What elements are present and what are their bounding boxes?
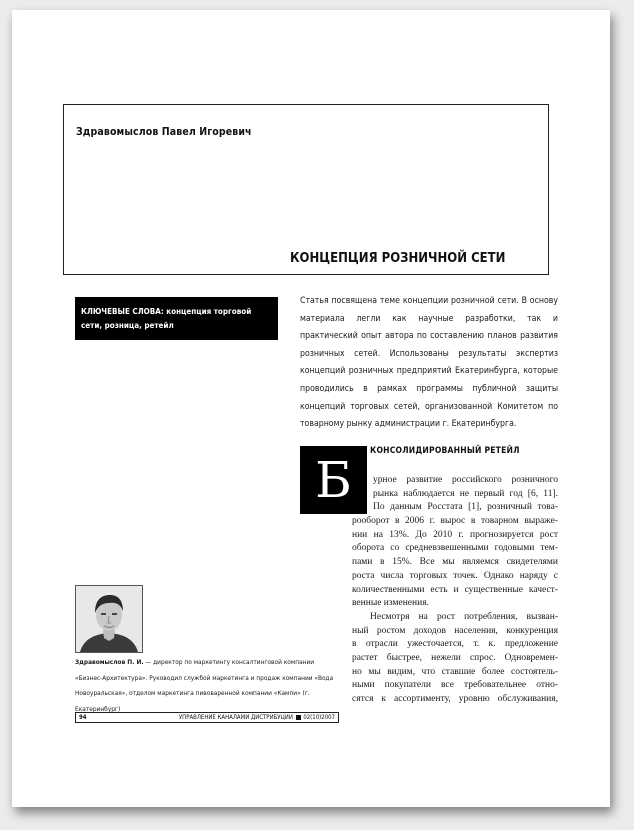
body-line: Несмотря на рост потребления, вызван- — [370, 611, 558, 622]
body-line: сятся к ассортименту, уровню обслуживания, — [352, 694, 558, 704]
portrait-image — [76, 586, 142, 652]
body-line: венные изменения. — [352, 598, 429, 609]
drop-cap: Б — [300, 446, 367, 514]
body-line: оборота со средневзвешенными годовыми тем- — [352, 543, 558, 554]
issue-number: 02(10)2007 — [303, 714, 335, 721]
body-line: урное развитие российского розничного — [373, 475, 558, 485]
body-line: растет быстрее, нежели спрос. Одновремен- — [352, 652, 558, 663]
body-line: но мы видим, что ставшие более состоятель- — [352, 666, 558, 677]
body-line: ный ростом доходов населения, конкуренция — [352, 625, 558, 636]
bio-text: — директор по маркетингу консалтинговой компании «Бизнес-Архитектура». Руководил службой маркетинга и продаж компании «Вода Новоуральская», отделом маркетинга пивоваренной компании «Кампи» (г. Екатеринбург) — [75, 658, 334, 713]
footer-magazine — [179, 713, 335, 722]
keywords-box — [75, 297, 278, 340]
square-bullet-icon — [296, 715, 301, 720]
body-line: ными покупатели все требовательнее отно- — [352, 680, 558, 691]
body-line: рооборот в 2006 г. вырос в товарном выраже- — [352, 516, 558, 527]
author-bio — [75, 655, 337, 717]
abstract: Статья посвящена теме концепции розничной сети. В основу материала легли как научные разработки, так и практический опыт автора по составлению планов развития розничных сетей. Использованы результаты экспертиз концепций розничных предприятий Екатеринбурга, которые проводились в рамках программы публичной защиты концепций торговых сетей, организованной Комитетом по товарному рынку администрации г. Екатеринбурга. — [300, 296, 558, 430]
body-line: нии на 13%. До 2010 г. прогнозируется рост — [352, 529, 558, 540]
page-footer — [75, 712, 339, 723]
body-line: в отрасли ужесточается, т. к. предложение — [352, 639, 558, 650]
keywords-label: КЛЮЧЕВЫЕ СЛОВА: — [81, 307, 164, 316]
section-heading: КОНСОЛИДИРОВАННЫЙ РЕТЕЙЛ — [370, 446, 520, 456]
bio-name: Здравомыслов П. И. — [75, 658, 144, 666]
magazine-name: УПРАВЛЕНИЕ КАНАЛАМИ ДИСТРИБУЦИИ — [178, 714, 293, 721]
article-title: КОНЦЕПЦИЯ РОЗНИЧНОЙ СЕТИ — [290, 251, 506, 266]
author-photo — [75, 585, 143, 653]
body-line: пами в 15%. Все мы являемся свидетелями — [352, 557, 558, 568]
body-line: роста числа торговых точек. Однако наряду с — [352, 570, 558, 581]
body-line: количественными есть и существенные качест- — [352, 584, 558, 595]
body-line: По данным Росстата [1], розничный това- — [373, 502, 558, 513]
page-number: 94 — [79, 714, 87, 721]
body-line: рынка наблюдается не первый год [6, 11]. — [373, 488, 558, 499]
author-name: Здравомыслов Павел Игоревич — [76, 126, 252, 138]
body-text — [300, 474, 558, 707]
keywords-text: концепция торговой сети, розница, ретейл — [81, 307, 252, 330]
